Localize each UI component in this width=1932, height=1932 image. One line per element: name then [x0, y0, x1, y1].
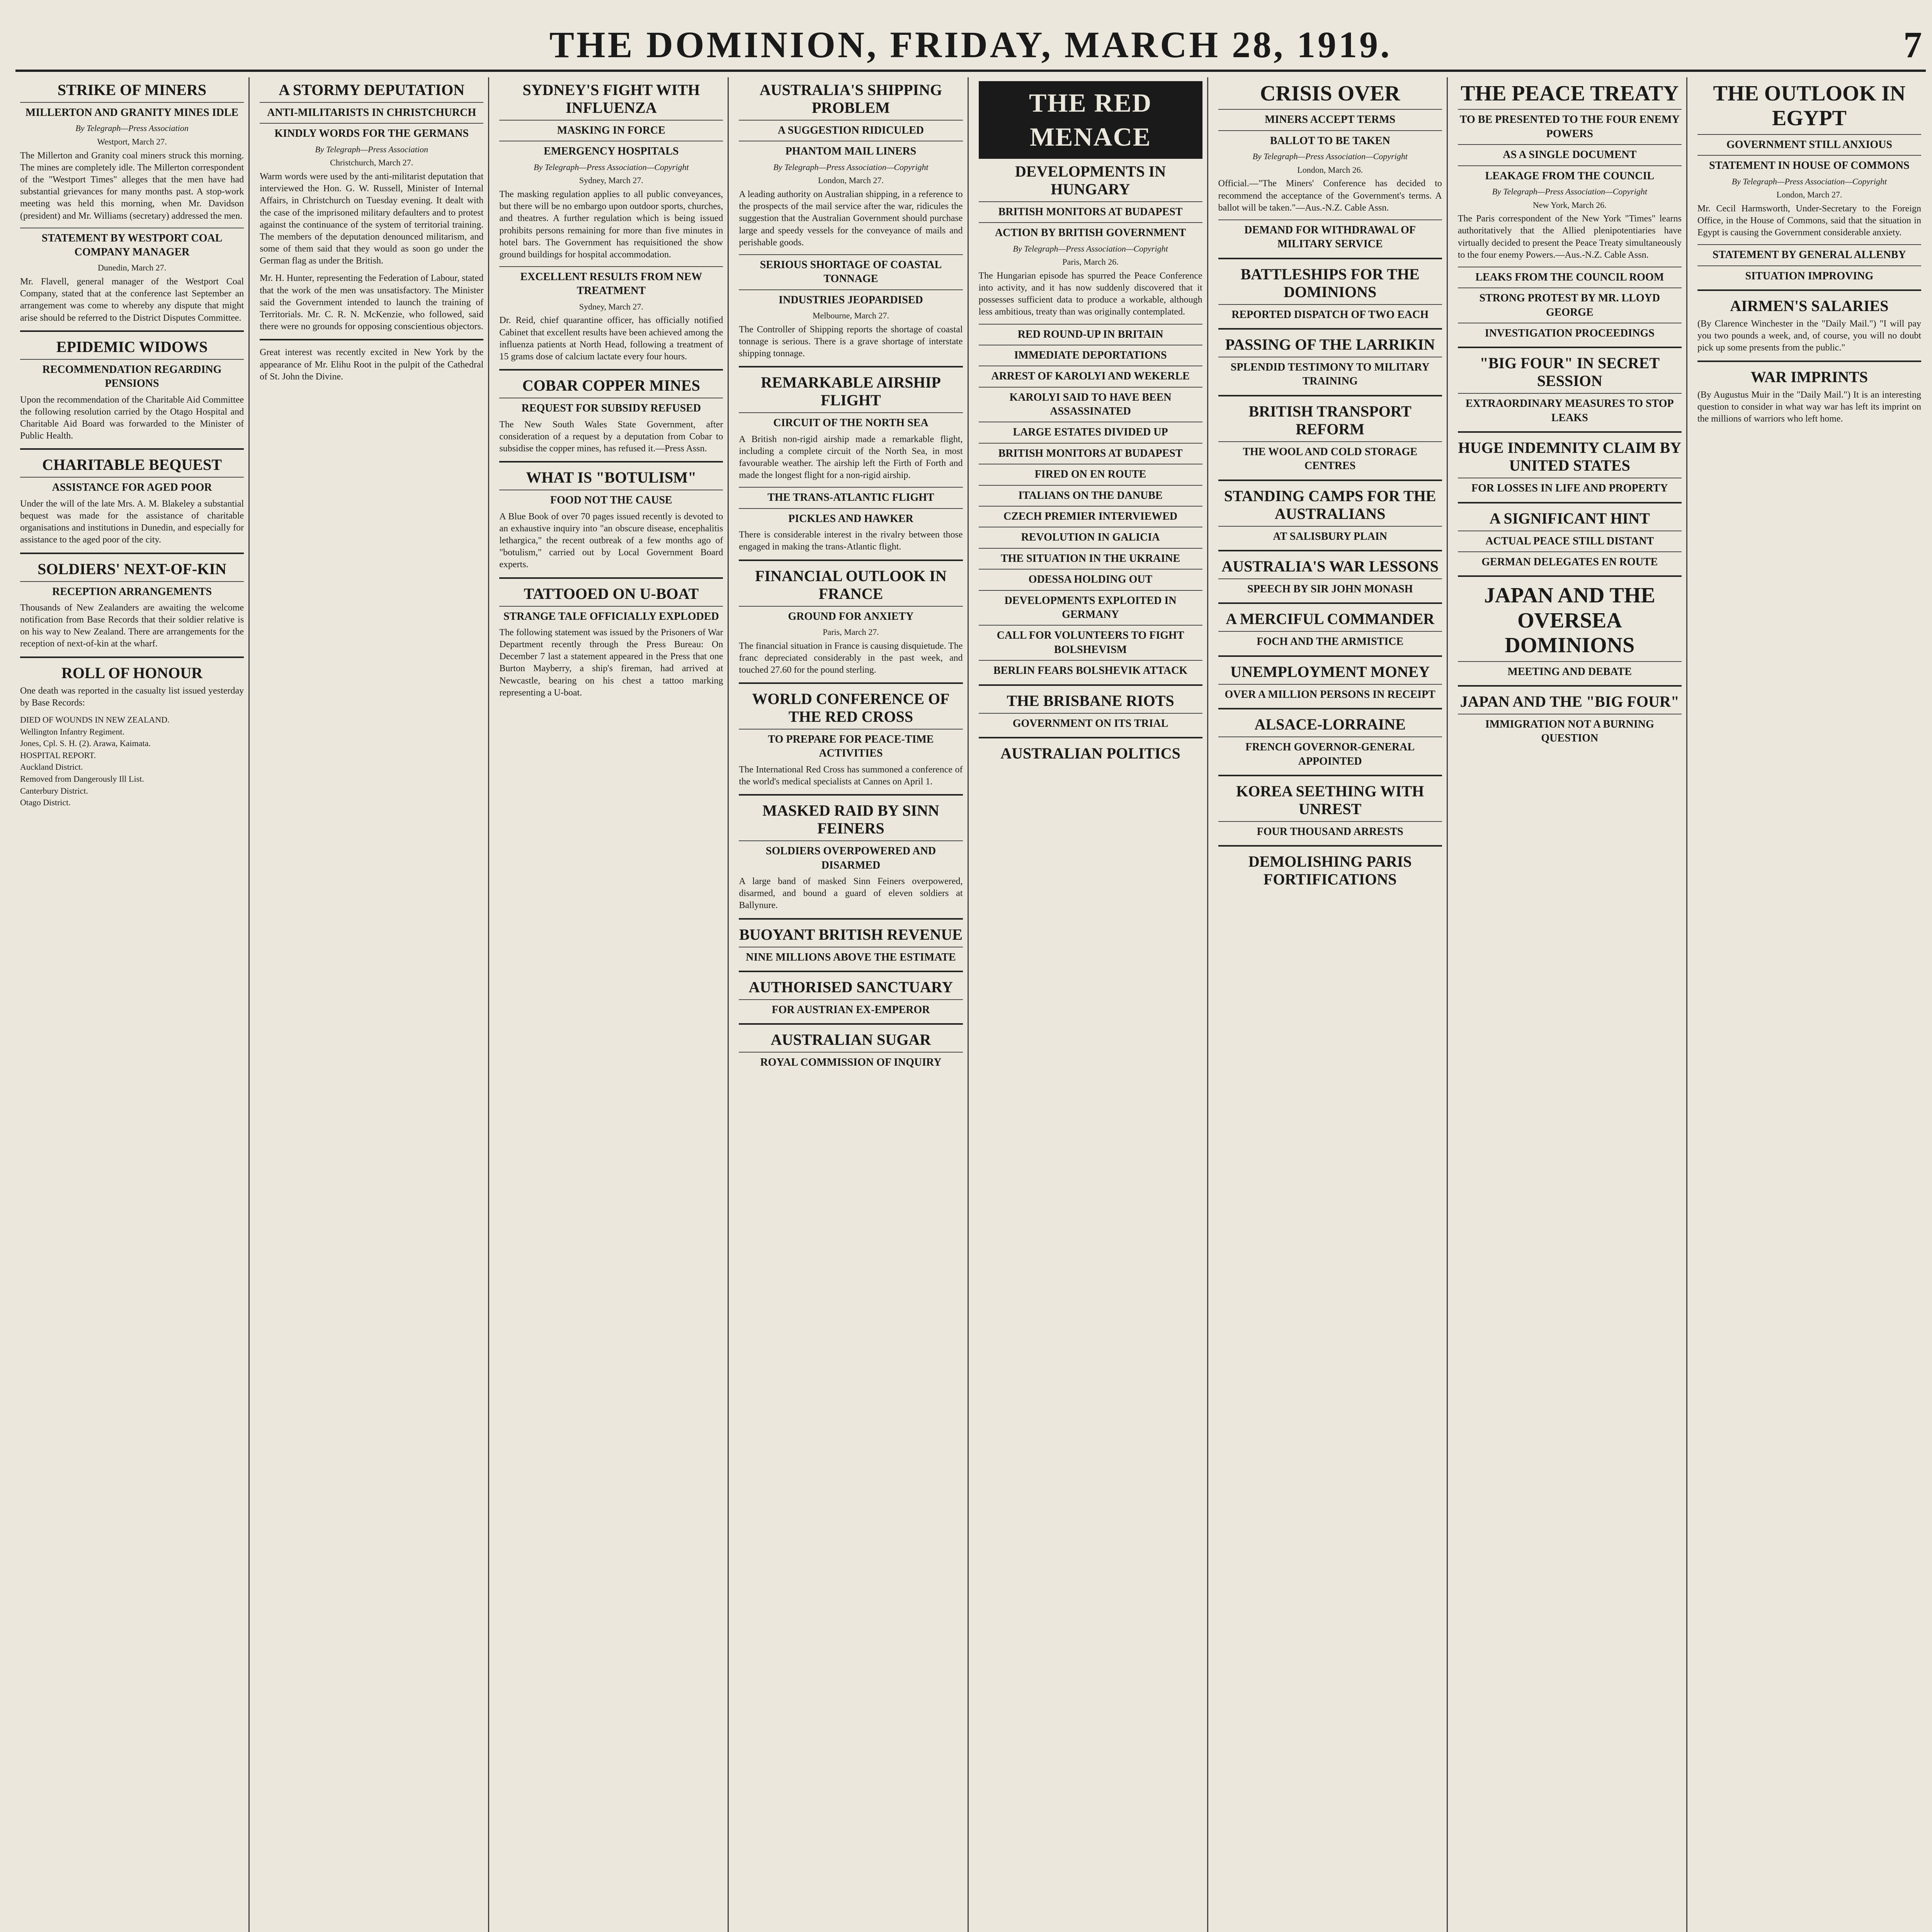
divider: [1218, 395, 1442, 396]
headline-battleships: BATTLESHIPS FOR THE DOMINIONS: [1240, 265, 1420, 301]
divider: [1458, 575, 1682, 577]
subhead: OVER A MILLION PERSONS IN RECEIPT: [1218, 684, 1442, 702]
column-1: [15, 77, 250, 1932]
article-body: Thousands of New Zealanders are awaiting the welcome notification from Base Records that their soldier relative is on his way to New Zealand. There are arrangements for the reception of next-of-kin at the wharf.: [20, 602, 244, 649]
subhead: EXCELLENT RESULTS FROM NEW TREATMENT: [499, 266, 723, 298]
list-item: Auckland District.: [20, 762, 83, 772]
headline-epidemic-widows: EPIDEMIC WIDOWS: [56, 338, 208, 355]
dateline: Christchurch, March 27.: [330, 158, 413, 168]
subhead: FOOD NOT THE CAUSE: [499, 490, 723, 507]
article-body: The Hungarian episode has spurred the Peace Conference into activity, and it has now suddenly discovered that it possesses sufficient data to produce a workable, although less ambitious, treaty than was originally contemplated.: [978, 270, 1202, 317]
subhead: ARREST OF KAROLYI AND WEKERLE: [979, 366, 1202, 383]
headline-outlook-egypt: THE OUTLOOK IN EGYPT: [1713, 82, 1906, 131]
subhead: STATEMENT IN HOUSE OF COMMONS: [1697, 155, 1921, 173]
subhead: LEAKS FROM THE COUNCIL ROOM: [1458, 267, 1682, 284]
headline-indemnity-claim: HUGE INDEMNITY CLAIM BY UNITED STATES: [1458, 439, 1682, 474]
divider: [1218, 602, 1442, 604]
article-body: The International Red Cross has summoned a conference of the world's medical specialists at Cannes on April 1.: [739, 764, 963, 787]
article-body: A leading authority on Australian shipping, in a reference to the prospects of the mail service after the war, ridicules the suggestion that the Australian Government should purchase large and speedy vessels for the conveyance of mails and perishable goods.: [739, 189, 963, 248]
byline: By Telegraph—Press Association: [75, 123, 189, 133]
divider: [1218, 550, 1442, 551]
subhead: CZECH PREMIER INTERVIEWED: [979, 506, 1202, 524]
headline-australian-sugar: AUSTRALIAN SUGAR: [770, 1031, 931, 1049]
dateline: Westport, March 27.: [97, 136, 167, 146]
article-body: The masking regulation applies to all public conveyances, but there will be no embargo upon outdoor sports, churches, and theatres. A further regulation which is being issued prohibits persons remaining for more than five minutes in hotel bars. The Government has requisitioned the show ground buildings for hospital accommodation.: [499, 189, 723, 260]
divider: [979, 737, 1202, 738]
subhead: TO BE PRESENTED TO THE FOUR ENEMY POWERS: [1458, 109, 1682, 141]
column-4: [734, 77, 968, 1932]
column-8: [1693, 77, 1926, 1932]
byline: By Telegraph—Press Association—Copyright: [1013, 243, 1168, 253]
subhead: DEVELOPMENTS IN HUNGARY: [1015, 162, 1166, 198]
divider: [499, 369, 723, 371]
headline-standing-camps: STANDING CAMPS FOR THE AUSTRALIANS: [1224, 487, 1436, 522]
subhead: NINE MILLIONS ABOVE THE ESTIMATE: [739, 947, 963, 964]
subhead: SPLENDID TESTIMONY TO MILITARY TRAINING: [1218, 357, 1442, 389]
headline-unemployment-money: UNEMPLOYMENT MONEY: [1230, 663, 1430, 680]
article-body: Mr. Cecil Harmsworth, Under-Secretary to the Foreign Office, in the House of Commons, said that the situation in Egypt is causing the Government considerable anxiety.: [1697, 203, 1921, 238]
headline-big-four-secret: "BIG FOUR" IN SECRET SESSION: [1480, 354, 1660, 390]
subhead: CALL FOR VOLUNTEERS TO FIGHT BOLSHEVISM: [979, 625, 1202, 657]
list-item: HOSPITAL REPORT.: [20, 750, 96, 760]
dateline: Paris, March 26.: [1062, 257, 1119, 267]
subhead: ACTUAL PEACE STILL DISTANT: [1458, 531, 1682, 548]
subhead: ODESSA HOLDING OUT: [979, 569, 1202, 587]
subhead: MASKING IN FORCE: [499, 120, 723, 138]
headline-shipping-problem: AUSTRALIA'S SHIPPING PROBLEM: [759, 81, 942, 116]
dateline: Dunedin, March 27.: [97, 263, 167, 273]
article-body: A Blue Book of over 70 pages issued recently is devoted to an exhaustive inquiry into "an obscure disease, encephalitis lethargica," the recent outbreak of a few months ago of "botulism," carried out by Local Government Board experts.: [499, 511, 723, 570]
headline-botulism: WHAT IS "BOTULISM": [526, 469, 697, 486]
subhead: ANTI-MILITARISTS IN CHRISTCHURCH: [260, 102, 483, 120]
article-body: A British non-rigid airship made a remarkable flight, including a complete circuit of the North Sea, in most favourable weather. The airship left the Firth of Forth and made the longest flight for a non-rigid airship.: [739, 434, 963, 481]
list-item: DIED OF WOUNDS IN NEW ZEALAND.: [20, 715, 170, 725]
column-5: [974, 77, 1208, 1932]
subhead: REPORTED DISPATCH OF TWO EACH: [1218, 304, 1442, 322]
subhead: FOR LOSSES IN LIFE AND PROPERTY: [1458, 478, 1682, 495]
divider: [1218, 328, 1442, 330]
divider: [20, 553, 244, 554]
article-body: The Millerton and Granity coal miners struck this morning. The mines are completely idle. The Millerton correspondent of the "Westport Times" alleges that the men have had substantial grievances for many months past. A stop-work meeting was held this morning, when Mr. Davidson (president) and Mr. Williams (secretary) addressed the men.: [20, 150, 244, 221]
divider: [260, 339, 483, 340]
subhead: ITALIANS ON THE DANUBE: [979, 485, 1202, 503]
list-item: Canterbury District.: [20, 786, 88, 796]
subhead: STATEMENT BY GENERAL ALLENBY: [1697, 244, 1921, 262]
divider: [1697, 361, 1921, 362]
column-3: [495, 77, 729, 1932]
article-body: (By Augustus Muir in the "Daily Mail.") It is an interesting question to consider in what way war has left its imprint on the millions of warriors who left home.: [1697, 389, 1921, 424]
subhead: CIRCUIT OF THE NORTH SEA: [739, 412, 963, 430]
article-body: Warm words were used by the anti-militarist deputation that interviewed the Hon. G. W. Russell, Minister of Internal Affairs, in Christchurch on Tuesday evening. It dealt with the case of the imprisoned military defaulters and to protest against the continuance of the system of territorial training. The members of the deputation denounced militarism, and some of them said that they would as soon go under the German flag as under the British.: [260, 171, 484, 266]
newspaper-title: THE DOMINION, FRIDAY, MARCH 28, 1919.: [549, 24, 1392, 65]
divider: [1458, 347, 1682, 348]
column-6: [1214, 77, 1448, 1932]
subhead: MILLERTON AND GRANITY MINES IDLE: [20, 102, 244, 120]
article-body: There is considerable interest in the rivalry between those engaged in making the trans-Atlantic flight.: [739, 530, 963, 552]
headline-soldiers-next-of-kin: SOLDIERS' NEXT-OF-KIN: [37, 560, 226, 578]
column-2: [255, 77, 489, 1932]
subhead: ROYAL COMMISSION OF INQUIRY: [739, 1052, 963, 1070]
subhead: AT SALISBURY PLAIN: [1218, 526, 1442, 544]
headline-larrikin: PASSING OF THE LARRIKIN: [1225, 336, 1435, 354]
subhead: FRENCH GOVERNOR-GENERAL APPOINTED: [1218, 736, 1442, 769]
divider: [499, 461, 723, 463]
article-body: The following statement was issued by the Prisoners of War Department recently through the Press Bureau: On December 7 last a statement appeared in the Press that one Burton Mayberry, a ship's fireman, had arrived at Newcastle, bearing on his chest a tattoo marking representing a U-boat.: [499, 627, 723, 698]
byline: By Telegraph—Press Association—Copyright: [1252, 151, 1408, 162]
dateline: Paris, March 27.: [823, 627, 879, 637]
subhead: DEVELOPMENTS EXPLOITED IN GERMANY: [979, 590, 1202, 622]
headline-japan-dominions: JAPAN AND THE OVERSEA DOMINIONS: [1484, 583, 1655, 658]
page-number: 7: [1903, 24, 1922, 65]
subhead: REQUEST FOR SUBSIDY REFUSED: [499, 398, 723, 415]
article-body: The Controller of Shipping reports the shortage of coastal tonnage is serious. There is a grave shortage of interstate shipping tonnage.: [739, 324, 963, 359]
headline-red-cross: WORLD CONFERENCE OF THE RED CROSS: [752, 690, 950, 726]
subhead: INVESTIGATION PROCEEDINGS: [1458, 323, 1682, 340]
headline-sydney-influenza: SYDNEY'S FIGHT WITH INFLUENZA: [522, 81, 700, 116]
subhead: SERIOUS SHORTAGE OF COASTAL TONNAGE: [739, 254, 963, 286]
article-body: The Paris correspondent of the New York "Times" learns authoritatively that the Allied plenipotentiaries have virtually decided to present the Peace Treaty simultaneously to the four enemy Powers.—Aus.-N.Z. Cable Assn.: [1458, 214, 1682, 260]
headline-war-imprints: WAR IMPRINTS: [1750, 368, 1868, 386]
subhead: STRANGE TALE OFFICIALLY EXPLODED: [499, 606, 723, 624]
subhead: FOUR THOUSAND ARRESTS: [1218, 821, 1442, 839]
list-item: Removed from Dangerously Ill List.: [20, 774, 144, 784]
article-body: Official.—"The Miners' Conference has decided to recommend the acceptance of the Government's terms. A ballot will be taken."—Aus.-N.Z. Cable Assn.: [1218, 179, 1442, 213]
divider: [20, 448, 244, 450]
byline: By Telegraph—Press Association—Copyright: [1731, 176, 1887, 186]
subhead: RECOMMENDATION REGARDING PENSIONS: [20, 359, 244, 391]
dateline: London, March 26.: [1297, 165, 1363, 175]
subhead: THE WOOL AND COLD STORAGE CENTRES: [1218, 441, 1442, 473]
subhead: SITUATION IMPROVING: [1697, 265, 1921, 283]
subhead: FIRED ON EN ROUTE: [979, 464, 1202, 481]
subhead: LEAKAGE FROM THE COUNCIL: [1458, 165, 1682, 183]
headline-airmens-salaries: AIRMEN'S SALARIES: [1730, 297, 1889, 315]
subhead: A SUGGESTION RIDICULED: [739, 120, 963, 138]
byline: By Telegraph—Press Association—Copyright: [534, 162, 689, 172]
dateline: Sydney, March 27.: [579, 175, 643, 185]
headline-significant-hint: A SIGNIFICANT HINT: [1489, 509, 1650, 527]
article-body: A large band of masked Sinn Feiners overpowered, disarmed, and bound a guard of eleven soldiers at Ballynure.: [739, 876, 963, 911]
subhead: INDUSTRIES JEOPARDISED: [739, 289, 963, 307]
headline-authorised-sanctuary: AUTHORISED SANCTUARY: [748, 978, 953, 996]
subhead: SOLDIERS OVERPOWERED AND DISARMED: [739, 840, 963, 872]
list-item: Wellington Infantry Regiment.: [20, 726, 125, 736]
subhead: PICKLES AND HAWKER: [739, 508, 963, 526]
divider: [499, 577, 723, 579]
subhead: FOR AUSTRIAN EX-EMPEROR: [739, 999, 963, 1017]
masthead: [15, 23, 1926, 72]
divider: [1458, 502, 1682, 503]
article-body: Mr. H. Hunter, representing the Federation of Labour, stated that the work of the men was unsatisfactory. The Minister said the Government intended to launch the training of Territorials. Mr. C. R. N. McKenzie, who followed, said there were no grounds for opposing conscientious objectors.: [260, 273, 484, 332]
headline-tattooed-u-boat: TATTOOED ON U-BOAT: [524, 585, 699, 602]
dateline: Melbourne, March 27.: [812, 311, 889, 321]
columns: [15, 77, 1926, 1932]
article-body: Under the will of the late Mrs. A. M. Blakeley a substantial bequest was made for the assistance of charitable organisations and institutions in Dunedin, and especially for assistance to the aged poor of the city.: [20, 498, 244, 545]
article-body: One death was reported in the casualty list issued yesterday by Base Records:: [20, 685, 244, 708]
headline-financial-outlook-france: FINANCIAL OUTLOOK IN FRANCE: [755, 567, 947, 602]
subhead: DEMAND FOR WITHDRAWAL OF MILITARY SERVICE: [1218, 219, 1442, 252]
subhead: EXTRAORDINARY MEASURES TO STOP LEAKS: [1458, 393, 1682, 425]
headline-red-menace-banner: THE RED MENACE: [979, 81, 1202, 159]
divider: [1697, 289, 1921, 291]
article-body: The New South Wales State Government, after consideration of a request by a deputation from Cobar to subsidise the copper mines, has refused it.—Press Assn.: [499, 419, 723, 454]
article-body: Dr. Reid, chief quarantine officer, has officially notified Cabinet that excellent results have been achieved among the influenza patients at North Head, following a treatment of 15 grams dose of calcium lactate every four hours.: [499, 315, 723, 362]
headline-british-revenue: BUOYANT BRITISH REVENUE: [739, 925, 963, 943]
headline-paris-fortifications: DEMOLISHING PARIS FORTIFICATIONS: [1248, 853, 1412, 888]
subhead: RED ROUND-UP IN BRITAIN: [979, 324, 1202, 342]
subhead: THE SITUATION IN THE UKRAINE: [979, 548, 1202, 566]
subhead: BALLOT TO BE TAKEN: [1218, 130, 1442, 148]
article-body: The financial situation in France is causing disquietude. The franc depreciated considerably in the past week, and touched 27.60 for the pound sterling.: [739, 641, 963, 675]
subhead: THE TRANS-ATLANTIC FLIGHT: [739, 487, 963, 505]
column-7: [1453, 77, 1687, 1932]
subhead: GOVERNMENT STILL ANXIOUS: [1697, 134, 1921, 152]
divider: [1218, 845, 1442, 847]
list-item: Jones, Cpl. S. H. (2). Arawa, Kaimata.: [20, 738, 151, 748]
article-body: Upon the recommendation of the Charitable Aid Committee the following resolution carried by the Otago Hospital and Charitable Aid Board was forwarded to the Minister of Public Health.: [20, 395, 244, 441]
headline-brisbane-riots: THE BRISBANE RIOTS: [1007, 692, 1174, 709]
dateline: Sydney, March 27.: [579, 301, 643, 311]
headline-korea: KOREA SEETHING WITH UNREST: [1236, 782, 1424, 818]
subhead: MEETING AND DEBATE: [1458, 661, 1682, 679]
subhead: EMERGENCY HOSPITALS: [499, 141, 723, 158]
byline: By Telegraph—Press Association—Copyright: [773, 162, 929, 172]
divider: [20, 656, 244, 658]
headline-crisis-over: CRISIS OVER: [1260, 82, 1400, 105]
subhead: GROUND FOR ANXIETY: [739, 606, 963, 624]
list-item: Otago District.: [20, 798, 71, 808]
headline-war-lessons: AUSTRALIA'S WAR LESSONS: [1221, 558, 1439, 575]
subhead: SPEECH BY SIR JOHN MONASH: [1218, 578, 1442, 596]
divider: [739, 1023, 963, 1025]
divider: [1458, 685, 1682, 687]
divider: [979, 684, 1202, 686]
headline-strike-of-miners: STRIKE OF MINERS: [57, 81, 207, 99]
subhead: PHANTOM MAIL LINERS: [739, 141, 963, 158]
divider: [739, 918, 963, 920]
headline-japan-big-four: JAPAN AND THE "BIG FOUR": [1460, 692, 1680, 710]
divider: [739, 560, 963, 561]
headline-peace-treaty: THE PEACE TREATY: [1461, 82, 1679, 105]
headline-stormy-deputation: A STORMY DEPUTATION: [279, 81, 465, 99]
headline-transport-reform: BRITISH TRANSPORT REFORM: [1248, 402, 1412, 438]
divider: [739, 971, 963, 972]
dateline: London, March 27.: [1776, 190, 1842, 200]
subhead: FOCH AND THE ARMISTICE: [1218, 631, 1442, 649]
subhead: STATEMENT BY WESTPORT COAL COMPANY MANAGER: [20, 228, 244, 260]
divider: [739, 366, 963, 367]
subhead: ASSISTANCE FOR AGED POOR: [20, 477, 244, 495]
divider: [1218, 775, 1442, 776]
subhead: TO PREPARE FOR PEACE-TIME ACTIVITIES: [739, 729, 963, 761]
divider: [20, 330, 244, 332]
subhead: ACTION BY BRITISH GOVERNMENT: [979, 222, 1202, 240]
subhead: GERMAN DELEGATES EN ROUTE: [1458, 551, 1682, 569]
byline: By Telegraph—Press Association—Copyright: [1492, 186, 1647, 196]
divider: [1218, 655, 1442, 657]
headline-alsace-lorraine: ALSACE-LORRAINE: [1254, 716, 1406, 733]
article-body: (By Clarence Winchester in the "Daily Mail.") "I will pay you two pounds a week, and, of course, you will no doubt pick up some presents from the public.": [1697, 319, 1921, 353]
article-body: Mr. Flavell, general manager of the Westport Coal Company, stated that at the conference last September an arrangement was come to whereby any dispute that might arise should be referred to the District Disputes Committee.: [20, 277, 244, 323]
divider: [1218, 480, 1442, 481]
divider: [1218, 708, 1442, 709]
article-body: Great interest was recently excited in New York by the appearance of Mr. Elihu Root in the pulpit of the Cathedral of St. John the Divine.: [260, 347, 484, 382]
subhead: AS A SINGLE DOCUMENT: [1458, 144, 1682, 162]
subhead: BERLIN FEARS BOLSHEVIK ATTACK: [979, 660, 1202, 678]
headline-sinn-feiners: MASKED RAID BY SINN FEINERS: [762, 802, 939, 837]
subhead: RECEPTION ARRANGEMENTS: [20, 581, 244, 599]
headline-airship-flight: REMARKABLE AIRSHIP FLIGHT: [761, 374, 941, 409]
divider: [739, 682, 963, 684]
byline: By Telegraph—Press Association: [315, 144, 428, 154]
subhead: KAROLYI SAID TO HAVE BEEN ASSASSINATED: [979, 387, 1202, 419]
subhead: IMMIGRATION NOT A BURNING QUESTION: [1458, 714, 1682, 746]
dateline: New York, March 26.: [1532, 200, 1607, 210]
subhead: MINERS ACCEPT TERMS: [1218, 109, 1442, 127]
subhead: BRITISH MONITORS AT BUDAPEST: [979, 443, 1202, 461]
headline-cobar-copper: COBAR COPPER MINES: [522, 377, 700, 395]
headline-australian-politics: AUSTRALIAN POLITICS: [1000, 744, 1180, 762]
headline-roll-of-honour: ROLL OF HONOUR: [61, 664, 203, 682]
subhead: KINDLY WORDS FOR THE GERMANS: [260, 123, 483, 141]
divider: [739, 794, 963, 796]
dateline: London, March 27.: [818, 175, 884, 185]
subhead: BRITISH MONITORS AT BUDAPEST: [979, 201, 1202, 219]
headline-merciful-commander: A MERCIFUL COMMANDER: [1226, 610, 1435, 628]
subhead: LARGE ESTATES DIVIDED UP: [979, 422, 1202, 439]
headline-charitable-bequest: CHARITABLE BEQUEST: [42, 456, 222, 474]
divider: [1218, 258, 1442, 259]
subhead: STRONG PROTEST BY MR. LLOYD GEORGE: [1458, 287, 1682, 320]
divider: [1458, 431, 1682, 433]
subhead: IMMEDIATE DEPORTATIONS: [979, 345, 1202, 362]
subhead: REVOLUTION IN GALICIA: [979, 527, 1202, 544]
subhead: GOVERNMENT ON ITS TRIAL: [979, 713, 1202, 731]
